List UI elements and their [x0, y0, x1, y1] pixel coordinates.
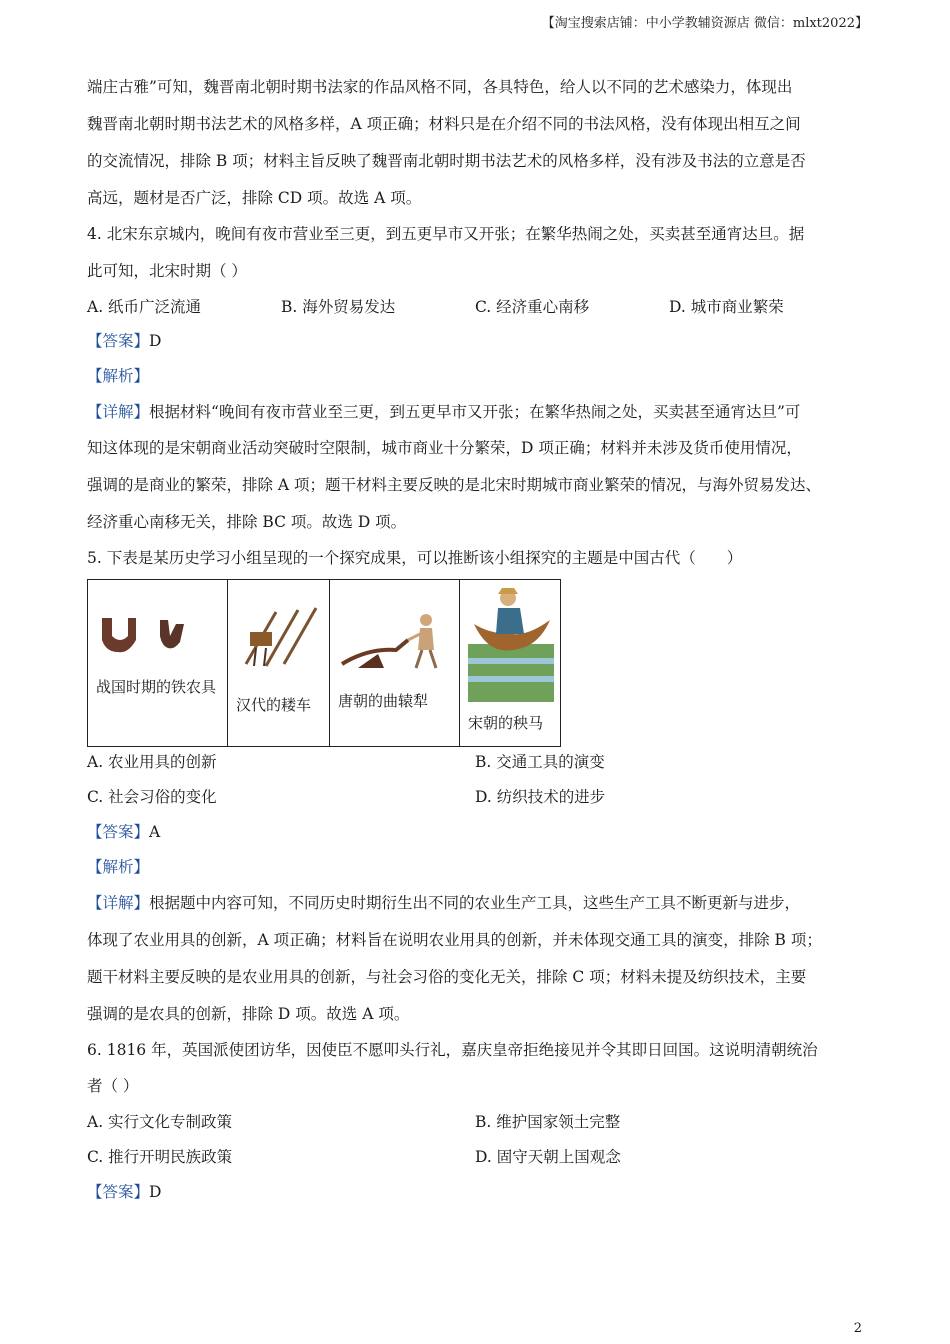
q6-option-b: B. 维护国家领土完整 — [475, 1113, 621, 1131]
q6-option-a: A. 实行文化专制政策 — [87, 1113, 233, 1131]
prev-analysis-line: 的交流情况，排除 B 项；材料主旨反映了魏晋南北朝时期书法艺术的风格多样，没有涉及书法的立意是否 — [87, 152, 806, 170]
q4-analysis-tag: 【解析】 — [87, 367, 150, 385]
q5-option-d: D. 纺织技术的进步 — [475, 788, 606, 806]
table-cell-iron-tools — [88, 580, 228, 746]
q6-answer: D — [149, 1183, 162, 1201]
q4-option-c: C. 经济重心南移 — [475, 298, 590, 316]
table-cell-rice-seedling-horse — [460, 580, 562, 746]
q6-answer-line — [87, 1182, 161, 1202]
q4-answer-line — [87, 331, 161, 351]
q5-detail-line — [87, 893, 800, 913]
q4-detail-line: 经济重心南移无关，排除 BC 项。故选 D 项。 — [87, 513, 407, 531]
q4-detail-line: 知这体现的是宋朝商业活动突破时空限制，城市商业十分繁荣，D 项正确；材料并未涉及货币使用情况， — [87, 439, 802, 457]
q4-answer: D — [149, 332, 162, 350]
iron-tools-image — [98, 614, 198, 654]
page-number: 2 — [853, 1321, 862, 1336]
q6-option-c: C. 推行开明民族政策 — [87, 1148, 233, 1166]
page-header: 【淘宝搜索店铺：中小学教辅资源店 微信：mlxt2022】 — [541, 16, 868, 31]
q6-stem: 者（ ） — [87, 1077, 139, 1095]
answer-tag: 【答案】 — [87, 332, 150, 350]
q4-option-a: A. 纸币广泛流通 — [87, 298, 202, 316]
curved-plough-image — [338, 610, 444, 672]
table-caption: 宋朝的秧马 — [468, 714, 544, 732]
q5-detail-line: 强调的是农具的创新，排除 D 项。故选 A 项。 — [87, 1005, 410, 1023]
q5-analysis-tag: 【解析】 — [87, 858, 150, 876]
q5-answer-line — [87, 822, 160, 842]
q5-stem: 5. 下表是某历史学习小组呈现的一个探究成果，可以推断该小组探究的主题是中国古代（ ） — [87, 549, 743, 567]
q4-option-b: B. 海外贸易发达 — [281, 298, 396, 316]
q5-detail-line: 题干材料主要反映的是农业用具的创新，与社会习俗的变化无关，排除 C 项；材料未提及纺织技术，主要 — [87, 968, 807, 986]
table-caption: 唐朝的曲辕犁 — [338, 692, 429, 710]
q4-detail-line: 强调的是商业的繁荣，排除 A 项；题干材料主要反映的是北宋时期城市商业繁荣的情况，与海外贸易发达、 — [87, 476, 822, 494]
table-caption: 战国时期的铁农具 — [96, 678, 217, 696]
prev-analysis-line: 魏晋南北朝时期书法艺术的风格多样，A 项正确；材料只是在介绍不同的书法风格，没有体现出相互之间 — [87, 115, 801, 133]
q5-option-a: A. 农业用具的创新 — [87, 753, 217, 771]
q4-stem: 4. 北宋东京城内，晚间有夜市营业至三更，到五更早市又开张；在繁华热闹之处，买卖甚至通宵达旦。据 — [87, 225, 805, 243]
q5-image-table — [87, 579, 561, 747]
rice-seedling-horse-image — [468, 584, 554, 702]
answer-tag: 【答案】 — [87, 823, 150, 841]
prev-analysis-line: 端庄古雅”可知，魏晋南北朝时期书法家的作品风格不同，各具特色，给人以不同的艺术感染力，体现出 — [87, 78, 793, 96]
q4-stem: 此可知，北宋时期（ ） — [87, 262, 247, 280]
prev-analysis-line: 高远，题材是否广泛，排除 CD 项。故选 A 项。 — [87, 189, 422, 207]
q5-answer: A — [149, 823, 161, 841]
q5-detail-line: 体现了农业用具的创新，A 项正确；材料旨在说明农业用具的创新，并未体现交通工具的演变，排除 B 项； — [87, 931, 822, 949]
table-cell-seed-drill — [228, 580, 330, 746]
answer-tag: 【答案】 — [87, 1183, 150, 1201]
q5-detail-text: 根据题中内容可知，不同历史时期衍生出不同的农业生产工具，这些生产工具不断更新与进步， — [149, 894, 801, 912]
q5-option-c: C. 社会习俗的变化 — [87, 788, 217, 806]
q6-option-d: D. 固守天朝上国观念 — [475, 1148, 621, 1166]
detail-tag: 【详解】 — [87, 894, 150, 912]
q4-option-d: D. 城市商业繁荣 — [669, 298, 784, 316]
q6-stem: 6. 1816 年，英国派使团访华，因使臣不愿叩头行礼，嘉庆皇帝拒绝接见并令其即日回国。这说明清朝统治 — [87, 1041, 818, 1059]
q5-option-b: B. 交通工具的演变 — [475, 753, 605, 771]
detail-tag: 【详解】 — [87, 403, 150, 421]
table-caption: 汉代的耧车 — [236, 696, 312, 714]
seed-drill-image — [236, 604, 324, 670]
q4-detail-text: 根据材料“晚间有夜市营业至三更，到五更早市又开张；在繁华热闹之处，买卖甚至通宵达旦”可 — [149, 403, 801, 421]
q4-detail-line — [87, 402, 800, 422]
table-cell-curved-plough — [330, 580, 460, 746]
